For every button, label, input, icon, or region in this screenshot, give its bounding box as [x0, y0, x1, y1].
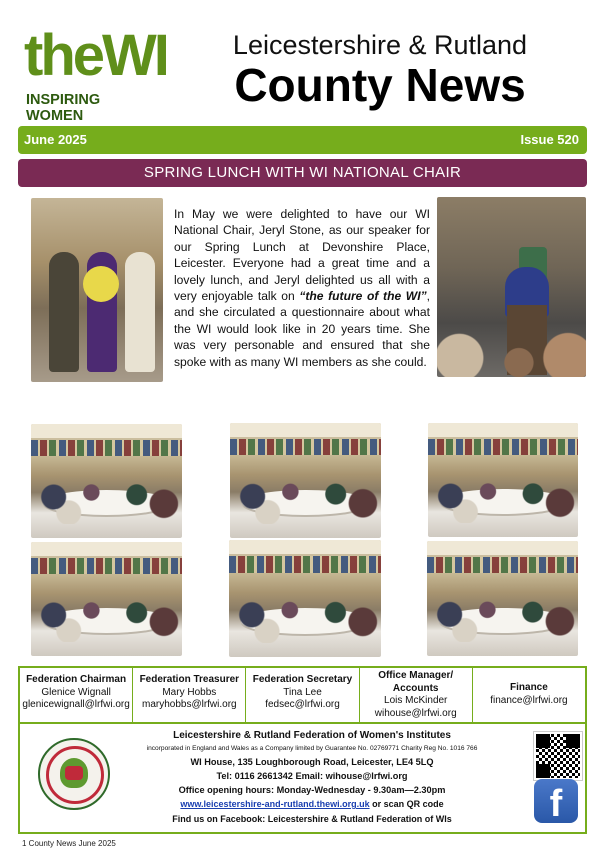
photo-grid-4: [31, 542, 182, 656]
contact-email[interactable]: wihouse@lrfwi.org: [374, 707, 457, 719]
contact-secretary: Federation Secretary Tina Lee fedsec@lrfwi.org: [246, 668, 359, 722]
photo-grid-6: [427, 541, 578, 656]
photo-grid-2: [230, 423, 381, 538]
logo-wordmark: theWI: [24, 23, 167, 88]
federation-badge: [38, 738, 110, 810]
photo-speaker: [437, 197, 586, 377]
photo-grid-1: [31, 424, 182, 538]
photo-grid-5: [229, 540, 381, 657]
footer-website-line: www.leicestershire-and-rutland.thewi.org.uk or scan QR code: [180, 799, 444, 809]
contact-office-manager: Office Manager/ Accounts Lois McKinder wihouse@lrfwi.org: [360, 668, 473, 722]
contact-email[interactable]: glenicewignall@lrfwi.org: [22, 699, 130, 710]
contact-email[interactable]: maryhobbs@lrfwi.org: [141, 699, 237, 710]
logo-tagline: INSPIRING WOMEN: [26, 92, 101, 124]
contact-email[interactable]: finance@lrfwi.org: [490, 694, 568, 706]
footer-tel: Tel: 0116 2661342 Email: wihouse@lrfwi.org: [216, 771, 408, 781]
footer-address: WI House, 135 Loughborough Road, Leicester, LE4 5LQ: [190, 757, 434, 767]
photo-grid-3: [428, 423, 578, 537]
photo-presentation: [31, 198, 163, 382]
article-text-part2: , and she circulated a questionnaire about what the WI would look like in 20 years time. She was very personable and ensured that she spoke with as many WI members as she could.: [174, 289, 430, 369]
contact-treasurer: Federation Treasurer Mary Hobbs maryhobbs@lrfwi.org: [133, 668, 246, 722]
footer-company: incorporated in England and Wales as a Company limited by Guarantee No. 02769771 Charity Reg No. 1016 766: [146, 745, 478, 752]
contact-chairman: Federation Chairman Glenice Wignall glenicewignall@lrfwi.org: [20, 668, 133, 722]
footer-hours: Office opening hours: Monday-Wednesday - 9.30am—2.30pm: [178, 785, 446, 795]
title-region: Leicestershire & Rutland: [232, 30, 528, 60]
article-body: [174, 206, 430, 370]
section-heading-bar: [18, 159, 587, 187]
issue-bar: [18, 126, 587, 154]
website-link[interactable]: www.leicestershire-and-rutland.thewi.org.uk: [180, 799, 370, 809]
footer-info: [18, 724, 587, 834]
footer-facebook: Find us on Facebook: Leicestershire & Rutland Federation of WIs: [172, 814, 452, 824]
facebook-icon[interactable]: f: [534, 779, 578, 823]
wi-logo: [24, 23, 167, 124]
qr-code-icon[interactable]: [534, 732, 582, 780]
section-heading: SPRING LUNCH WITH WI NATIONAL CHAIR: [143, 164, 462, 181]
footer-org: Leicestershire & Rutland Federation of Women's Institutes: [173, 730, 451, 741]
talk-title: “the future of the WI”: [299, 289, 427, 304]
title-newsletter: County News: [234, 59, 526, 111]
issue-date: June 2025: [24, 132, 87, 147]
article-text-part1: In May we were delighted to have our WI National Chair, Jeryl Stone, as our speaker for our Spring Lunch at Devonshire Place, Leicester. Everyone had a great time and a lovely lunch, and Jeryl delighted us all with a very enjoyable talk on: [174, 207, 430, 304]
page-footer: 1 County News June 2025: [22, 839, 116, 848]
contact-finance: Finance finance@lrfwi.org: [473, 668, 585, 722]
contacts-row: [18, 666, 587, 724]
issue-number: Issue 520: [520, 132, 579, 147]
contact-email[interactable]: fedsec@lrfwi.org: [265, 699, 340, 710]
